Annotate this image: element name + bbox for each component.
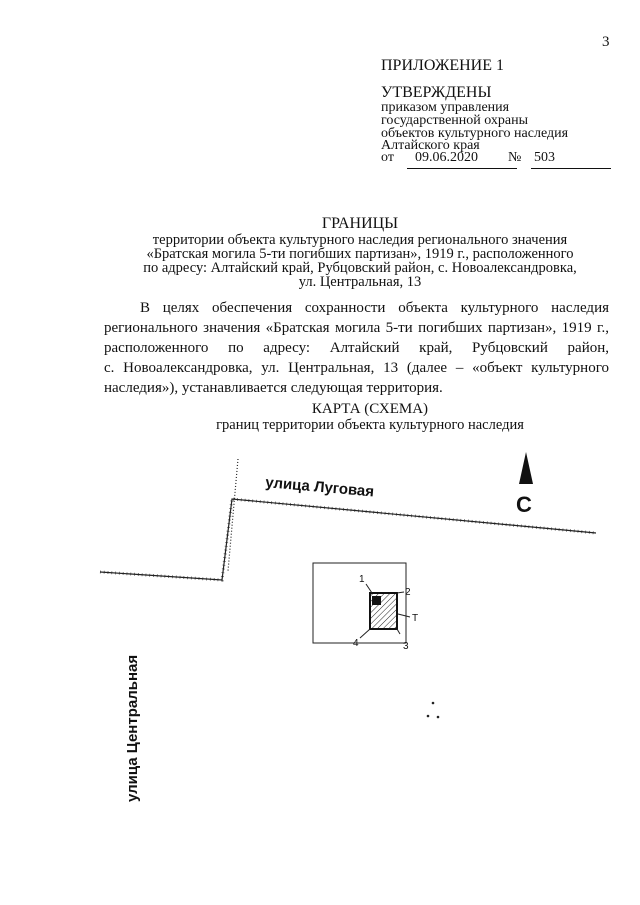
leader-line: [397, 629, 400, 634]
title-line: по адресу: Алтайский край, Рубцовский район, с. Новоалександровка,: [143, 260, 577, 276]
street-label-centralnaya: улица Центральная: [124, 654, 141, 802]
title-line: территории объекта культурного наследия регионального значения: [152, 232, 568, 248]
appendix-label: ПРИЛОЖЕНИЕ 1: [381, 57, 505, 74]
leader-line: [397, 592, 404, 593]
approval-line: объектов культурного наследия: [381, 126, 569, 141]
page-number: 3: [602, 34, 610, 50]
approved-label: УТВЕРЖДЕНЫ: [381, 84, 492, 101]
street-label-lugovaya: улица Луговая: [264, 474, 375, 501]
monument-marker: [372, 596, 381, 605]
paragraph-line: В целях обеспечения сохранности объекта культурного наследия: [140, 300, 609, 316]
title-line: ул. Центральная, 13: [298, 274, 422, 290]
map-dot: [427, 715, 430, 718]
approval-line: Алтайского края: [381, 138, 480, 153]
leader-line: [360, 629, 370, 638]
map-title: КАРТА (СХЕМА): [311, 401, 429, 417]
title-line: «Братская могила 5-ти погибших партизан», 1919 г., расположенного: [146, 246, 574, 262]
approval-line: государственной охраны: [381, 113, 529, 128]
leader-line: [366, 584, 372, 593]
north-arrow-icon: [519, 452, 533, 484]
leader-line: [398, 614, 410, 617]
north-label: С: [516, 492, 532, 517]
order-date: 09.06.2020: [415, 150, 478, 165]
order-number: 503: [534, 150, 555, 165]
order-from-label: от: [381, 150, 394, 165]
point-label-3: 3: [403, 641, 409, 652]
boundary-map: [0, 440, 640, 905]
paragraph-line: наследия»), устанавливается следующая территория.: [104, 380, 443, 396]
document-heading: ГРАНИЦЫ: [321, 215, 399, 232]
order-date-underline: [407, 168, 517, 169]
territory-label: Т: [412, 613, 419, 624]
approval-line: приказом управления: [381, 100, 510, 115]
paragraph-line: регионального значения «Братская могила 5-ти погибших партизан», 1919 г.,: [104, 320, 609, 336]
order-number-label: №: [508, 150, 522, 165]
map-dot: [432, 702, 435, 705]
point-label-4: 4: [353, 638, 359, 649]
order-number-underline: [531, 168, 611, 169]
map-subtitle: границ территории объекта культурного наследия: [216, 417, 524, 433]
point-label-1: 1: [359, 574, 365, 585]
point-label-2: 2: [405, 587, 411, 598]
body-paragraph: [104, 298, 609, 398]
paragraph-line: с. Новоалександровка, ул. Центральная, 13 (далее – «объект культурного: [104, 360, 609, 376]
map-dot: [437, 716, 440, 719]
paragraph-line: расположенного по адресу: Алтайский край, Рубцовский район,: [104, 340, 609, 356]
